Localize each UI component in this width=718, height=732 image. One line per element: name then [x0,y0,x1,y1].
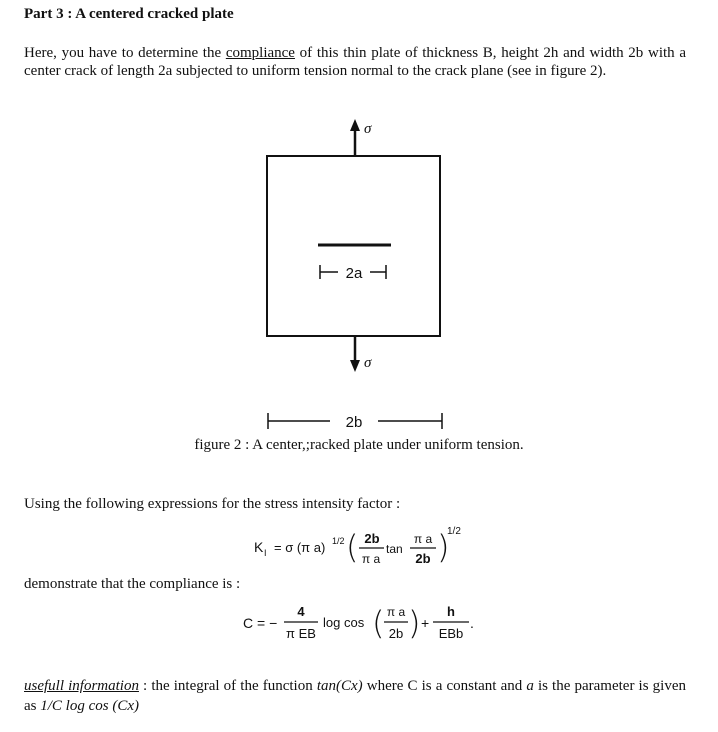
figure-caption: figure 2 : A center,;racked plate under uniform tension. [194,437,524,453]
eq2-left-paren: ( [372,604,385,642]
useful-text-1: : the integral of the function [138,678,317,694]
eq1-lhs: K [254,539,264,555]
eq2-frac1-num: 4 [297,604,305,619]
eq2-frac2-den: 2b [388,626,404,641]
eq1-frac1-den: π a [361,552,381,566]
top-sigma-label: σ [364,121,372,137]
eq1-outer-exponent: 1/2 [447,526,461,537]
crack-dim-label: 2a [345,265,363,282]
useful-text-2: where C is a constant and [362,678,527,694]
eq1-half-exponent: 1/2 [332,536,345,546]
useful-text-3: is the parameter is given as [24,678,686,714]
eq1-frac2-den: 2b [415,551,431,566]
eq2-frac2-num: π a [386,605,406,619]
eq2-lhs: C = − [243,615,278,631]
eq2-right-paren: ) [408,604,421,642]
equation-compliance [238,598,478,648]
intro-text-before: Here, you have to determine the [24,45,226,61]
eq1-frac1-num: 2b [364,531,380,546]
eq1-lhs-subscript: I [264,548,267,558]
using-expressions-text: Using the following expressions for the stress intensity factor : [24,496,401,512]
bottom-sigma-label: σ [364,355,372,371]
useful-variable: a [526,678,534,694]
bottom-arrow-head [350,360,360,372]
useful-label: usefull information [24,678,139,694]
top-arrow-head [350,119,360,131]
eq2-dot: . [470,615,474,631]
eq2-logcos: log cos [323,615,365,630]
eq2-frac1-den: π EB [286,626,316,641]
equation-stress-intensity [240,522,470,572]
useful-function: tan(Cx) [316,678,363,694]
useful-result: 1/C log cos (Cx) [40,698,139,714]
intro-keyword-compliance: compliance [225,45,295,61]
eq1-sigma-term: = σ (π a) [274,540,326,555]
eq1-right-paren: ) [437,528,450,566]
eq2-plus: + [421,615,430,631]
eq2-frac3-num: h [447,604,455,619]
eq1-frac2-num: π a [413,532,433,546]
section-title: Part 3 : A centered cracked plate [24,6,234,22]
useful-information [24,676,686,716]
eq1-tan: tan [386,542,403,556]
width-dim-label: 2b [345,414,363,431]
eq2-frac3-den: EBb [438,626,464,641]
eq1-left-paren: ( [346,528,359,566]
intro-text-after: of this thin plate of thickness B, height 2h and width 2b with a center crack of length 2a subjected to uniform tension normal to the crack plane (see in figure 2). [24,45,687,79]
demonstrate-text: demonstrate that the compliance is : [24,576,241,592]
